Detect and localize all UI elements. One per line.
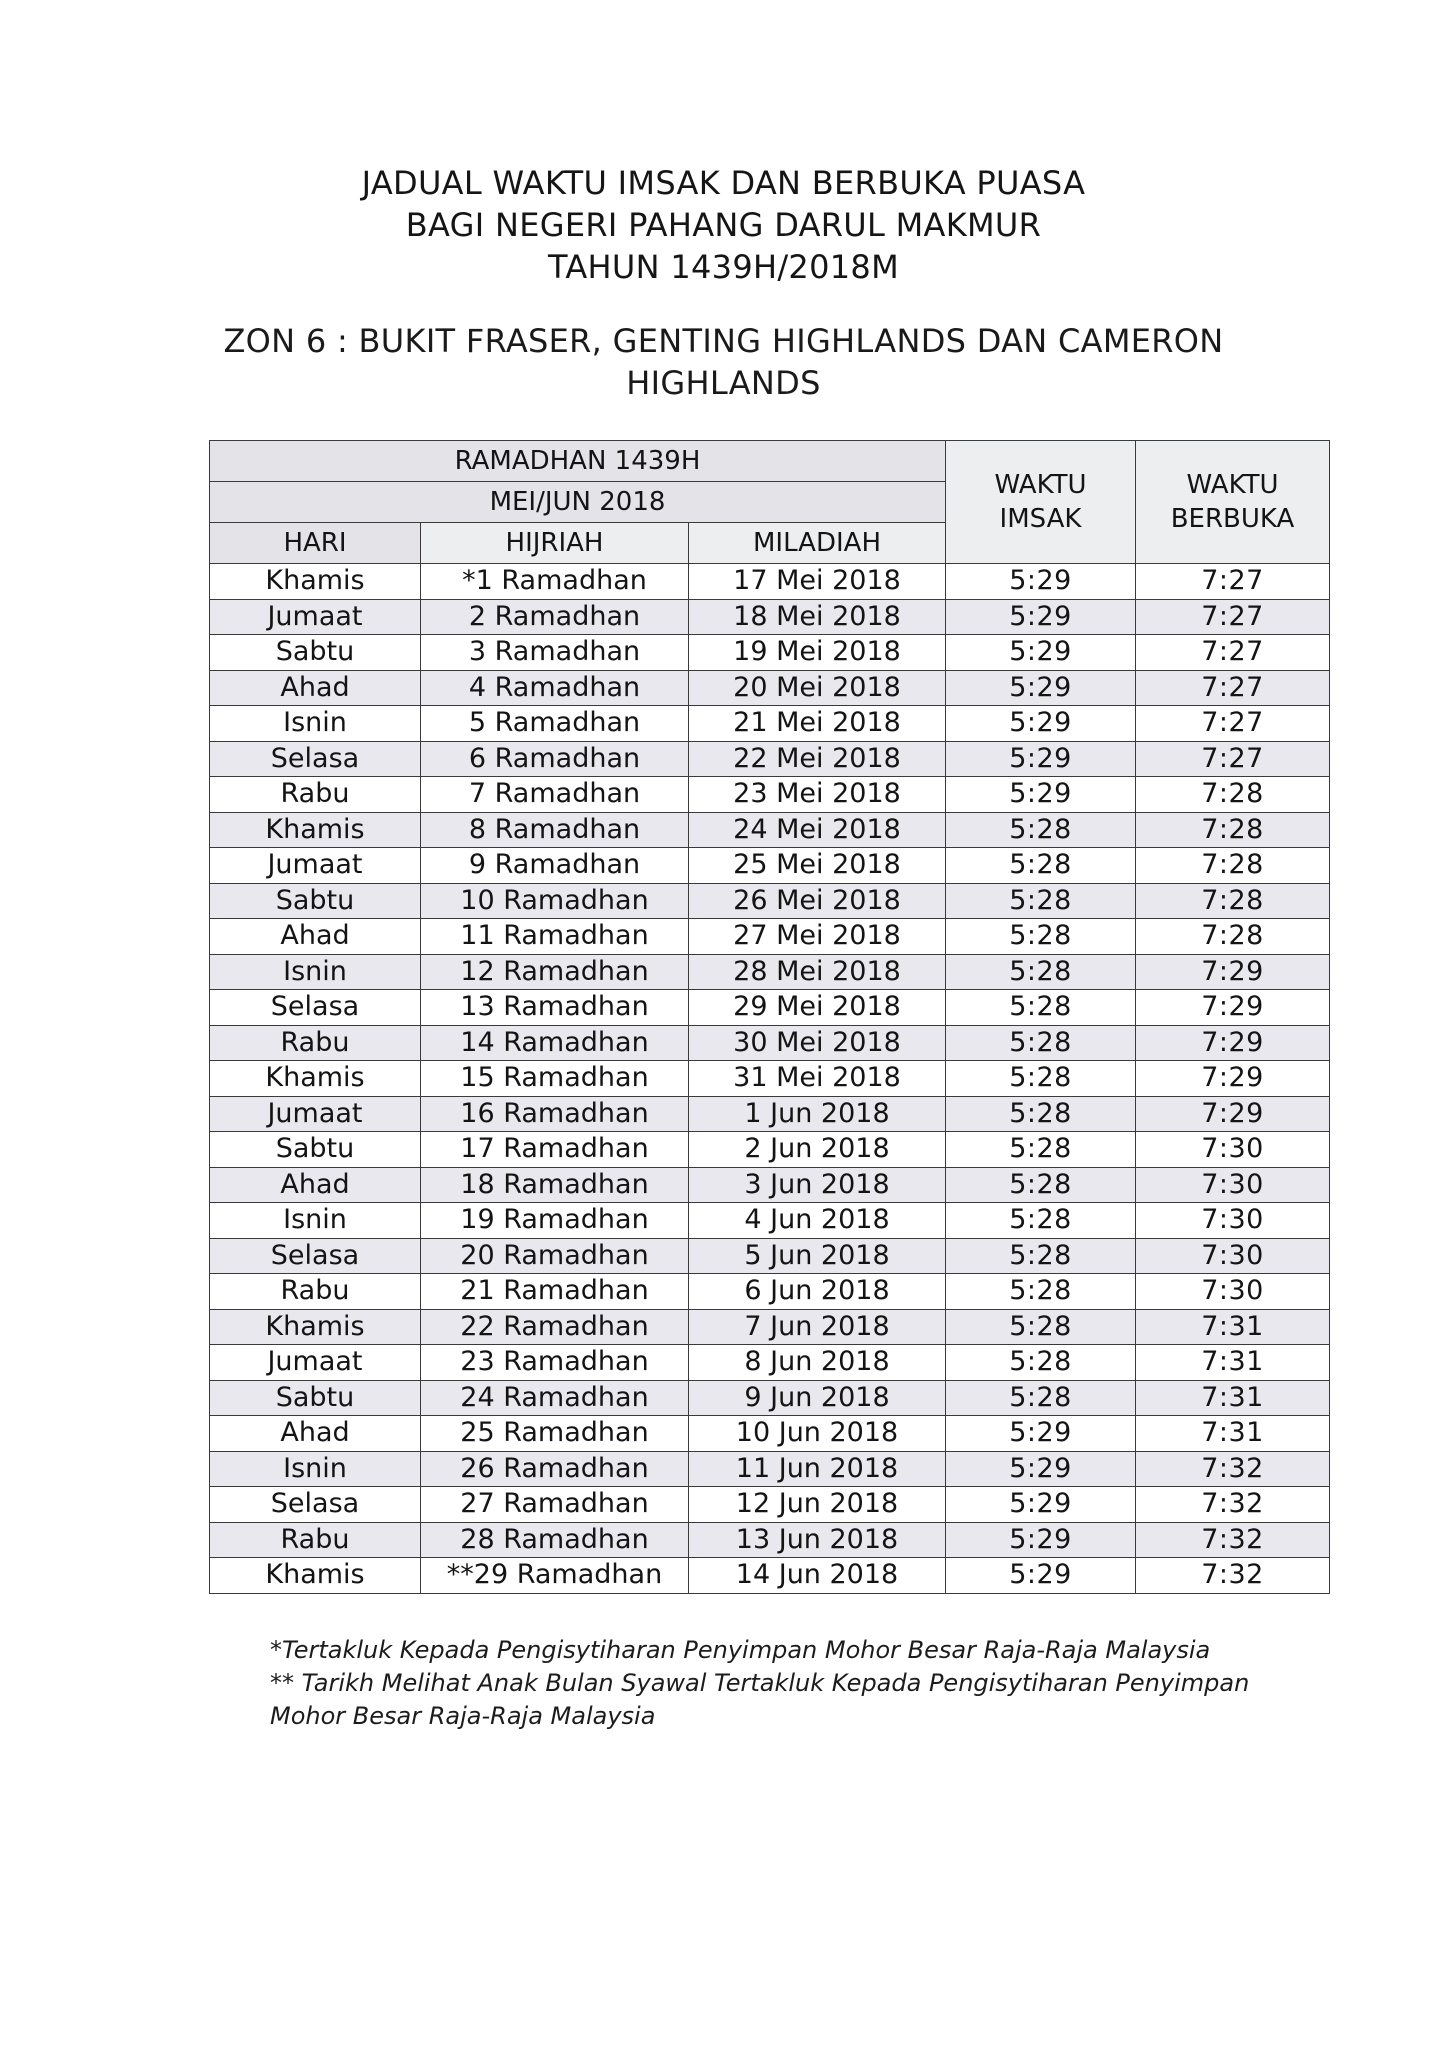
- cell-berbuka: 7:27: [1136, 706, 1330, 742]
- cell-hari: Isnin: [210, 1203, 421, 1239]
- cell-hijriah: 20 Ramadhan: [421, 1238, 689, 1274]
- cell-imsak: 5:28: [946, 1274, 1136, 1310]
- cell-imsak: 5:29: [946, 564, 1136, 600]
- cell-hari: Sabtu: [210, 1380, 421, 1416]
- cell-imsak: 5:28: [946, 1203, 1136, 1239]
- cell-berbuka: 7:30: [1136, 1132, 1330, 1168]
- table-row: [210, 564, 1330, 600]
- cell-hari: Ahad: [210, 1167, 421, 1203]
- cell-hari: Sabtu: [210, 1132, 421, 1168]
- cell-miladiah: 4 Jun 2018: [689, 1203, 946, 1239]
- cell-berbuka: 7:28: [1136, 848, 1330, 884]
- cell-miladiah: 17 Mei 2018: [689, 564, 946, 600]
- header-berbuka-line-2: BERBUKA: [1170, 504, 1295, 534]
- table-row: [210, 1167, 1330, 1203]
- cell-imsak: 5:28: [946, 1061, 1136, 1097]
- cell-berbuka: 7:29: [1136, 954, 1330, 990]
- cell-miladiah: 5 Jun 2018: [689, 1238, 946, 1274]
- cell-berbuka: 7:27: [1136, 741, 1330, 777]
- cell-imsak: 5:29: [946, 1451, 1136, 1487]
- table-row: [210, 812, 1330, 848]
- table-header: [210, 441, 1330, 564]
- cell-berbuka: 7:29: [1136, 1025, 1330, 1061]
- cell-hijriah: 22 Ramadhan: [421, 1309, 689, 1345]
- cell-hari: Isnin: [210, 954, 421, 990]
- cell-miladiah: 29 Mei 2018: [689, 990, 946, 1026]
- cell-imsak: 5:28: [946, 1309, 1136, 1345]
- header-hijriah: HIJRIAH: [421, 523, 689, 564]
- footnote-2-line-1: ** Tarikh Melihat Anak Bulan Syawal Tertakluk Kepada Pengisytiharan Penyimpan: [270, 1669, 1250, 1697]
- cell-berbuka: 7:28: [1136, 812, 1330, 848]
- cell-hijriah: 21 Ramadhan: [421, 1274, 689, 1310]
- cell-imsak: 5:28: [946, 1096, 1136, 1132]
- cell-hijriah: **29 Ramadhan: [421, 1558, 689, 1594]
- zone-line-1: ZON 6 : BUKIT FRASER, GENTING HIGHLANDS DAN CAMERON: [223, 322, 1224, 360]
- cell-berbuka: 7:32: [1136, 1451, 1330, 1487]
- cell-miladiah: 28 Mei 2018: [689, 954, 946, 990]
- cell-hari: Jumaat: [210, 1345, 421, 1381]
- cell-hari: Khamis: [210, 564, 421, 600]
- cell-imsak: 5:28: [946, 1345, 1136, 1381]
- title-line-2: BAGI NEGERI PAHANG DARUL MAKMUR: [405, 206, 1042, 244]
- table-row: [210, 1061, 1330, 1097]
- cell-miladiah: 25 Mei 2018: [689, 848, 946, 884]
- cell-miladiah: 23 Mei 2018: [689, 777, 946, 813]
- cell-miladiah: 20 Mei 2018: [689, 670, 946, 706]
- cell-berbuka: 7:32: [1136, 1522, 1330, 1558]
- cell-hijriah: 15 Ramadhan: [421, 1061, 689, 1097]
- table-row: [210, 1451, 1330, 1487]
- header-month: MEI/JUN 2018: [210, 482, 946, 523]
- table-row: [210, 1309, 1330, 1345]
- cell-imsak: 5:29: [946, 599, 1136, 635]
- table-row: [210, 1345, 1330, 1381]
- table-row: [210, 1238, 1330, 1274]
- cell-berbuka: 7:28: [1136, 919, 1330, 955]
- table-row: [210, 670, 1330, 706]
- footnote-1: *Tertakluk Kepada Pengisytiharan Penyimpan Mohor Besar Raja-Raja Malaysia: [270, 1636, 1211, 1664]
- header-ramadhan: RAMADHAN 1439H: [210, 441, 946, 482]
- cell-hijriah: 2 Ramadhan: [421, 599, 689, 635]
- cell-berbuka: 7:29: [1136, 990, 1330, 1026]
- cell-imsak: 5:28: [946, 1380, 1136, 1416]
- cell-imsak: 5:29: [946, 741, 1136, 777]
- table-row: [210, 599, 1330, 635]
- cell-berbuka: 7:30: [1136, 1203, 1330, 1239]
- cell-miladiah: 3 Jun 2018: [689, 1167, 946, 1203]
- table-row: [210, 1132, 1330, 1168]
- cell-hari: Jumaat: [210, 848, 421, 884]
- header-imsak-line-1: WAKTU: [994, 470, 1087, 500]
- cell-hijriah: 23 Ramadhan: [421, 1345, 689, 1381]
- zone-heading: [0, 320, 1447, 404]
- table-row: [210, 635, 1330, 671]
- cell-berbuka: 7:27: [1136, 599, 1330, 635]
- zone-line-2: HIGHLANDS: [626, 364, 821, 402]
- header-miladiah: MILADIAH: [689, 523, 946, 564]
- cell-hijriah: 18 Ramadhan: [421, 1167, 689, 1203]
- table-row: [210, 919, 1330, 955]
- title-line-3: TAHUN 1439H/2018M: [548, 248, 899, 286]
- cell-hari: Khamis: [210, 1309, 421, 1345]
- cell-berbuka: 7:30: [1136, 1167, 1330, 1203]
- table-row: [210, 990, 1330, 1026]
- table-row: [210, 741, 1330, 777]
- cell-hari: Ahad: [210, 670, 421, 706]
- cell-berbuka: 7:28: [1136, 777, 1330, 813]
- cell-berbuka: 7:29: [1136, 1061, 1330, 1097]
- cell-hijriah: 7 Ramadhan: [421, 777, 689, 813]
- cell-hari: Rabu: [210, 777, 421, 813]
- footnotes: [270, 1634, 1370, 1733]
- cell-berbuka: 7:28: [1136, 883, 1330, 919]
- cell-berbuka: 7:31: [1136, 1309, 1330, 1345]
- schedule-table: [209, 440, 1330, 1594]
- cell-hari: Isnin: [210, 1451, 421, 1487]
- cell-miladiah: 12 Jun 2018: [689, 1487, 946, 1523]
- cell-hari: Rabu: [210, 1025, 421, 1061]
- title-line-1: JADUAL WAKTU IMSAK DAN BERBUKA PUASA: [361, 164, 1086, 202]
- table-row: [210, 1203, 1330, 1239]
- cell-miladiah: 11 Jun 2018: [689, 1451, 946, 1487]
- cell-hari: Rabu: [210, 1274, 421, 1310]
- cell-miladiah: 13 Jun 2018: [689, 1522, 946, 1558]
- cell-berbuka: 7:32: [1136, 1487, 1330, 1523]
- cell-berbuka: 7:31: [1136, 1416, 1330, 1452]
- cell-berbuka: 7:29: [1136, 1096, 1330, 1132]
- cell-imsak: 5:28: [946, 990, 1136, 1026]
- cell-hari: Selasa: [210, 741, 421, 777]
- header-berbuka-line-1: WAKTU: [1186, 470, 1279, 500]
- cell-hijriah: 12 Ramadhan: [421, 954, 689, 990]
- cell-hari: Khamis: [210, 812, 421, 848]
- cell-imsak: 5:29: [946, 1522, 1136, 1558]
- cell-berbuka: 7:31: [1136, 1345, 1330, 1381]
- table-row: [210, 954, 1330, 990]
- document-title: [0, 162, 1447, 288]
- cell-miladiah: 27 Mei 2018: [689, 919, 946, 955]
- cell-miladiah: 31 Mei 2018: [689, 1061, 946, 1097]
- cell-miladiah: 9 Jun 2018: [689, 1380, 946, 1416]
- cell-miladiah: 14 Jun 2018: [689, 1558, 946, 1594]
- cell-hijriah: 6 Ramadhan: [421, 741, 689, 777]
- cell-hari: Khamis: [210, 1558, 421, 1594]
- cell-hijriah: 19 Ramadhan: [421, 1203, 689, 1239]
- table-row: [210, 1274, 1330, 1310]
- header-waktu-berbuka: [1136, 441, 1330, 564]
- header-waktu-imsak: [946, 441, 1136, 564]
- cell-hari: Isnin: [210, 706, 421, 742]
- cell-hijriah: 9 Ramadhan: [421, 848, 689, 884]
- cell-hari: Selasa: [210, 1238, 421, 1274]
- cell-hijriah: 5 Ramadhan: [421, 706, 689, 742]
- cell-miladiah: 8 Jun 2018: [689, 1345, 946, 1381]
- table-row: [210, 706, 1330, 742]
- cell-hijriah: 28 Ramadhan: [421, 1522, 689, 1558]
- cell-imsak: 5:29: [946, 635, 1136, 671]
- cell-imsak: 5:28: [946, 1132, 1136, 1168]
- cell-imsak: 5:28: [946, 812, 1136, 848]
- cell-miladiah: 7 Jun 2018: [689, 1309, 946, 1345]
- cell-miladiah: 24 Mei 2018: [689, 812, 946, 848]
- cell-imsak: 5:28: [946, 1167, 1136, 1203]
- cell-miladiah: 18 Mei 2018: [689, 599, 946, 635]
- cell-berbuka: 7:27: [1136, 670, 1330, 706]
- cell-imsak: 5:29: [946, 706, 1136, 742]
- cell-imsak: 5:29: [946, 1416, 1136, 1452]
- cell-hari: Khamis: [210, 1061, 421, 1097]
- cell-hijriah: 13 Ramadhan: [421, 990, 689, 1026]
- cell-imsak: 5:29: [946, 777, 1136, 813]
- cell-hijriah: 16 Ramadhan: [421, 1096, 689, 1132]
- table-row: [210, 777, 1330, 813]
- cell-miladiah: 6 Jun 2018: [689, 1274, 946, 1310]
- cell-hijriah: 4 Ramadhan: [421, 670, 689, 706]
- cell-hari: Selasa: [210, 990, 421, 1026]
- table-body: [210, 564, 1330, 1594]
- cell-berbuka: 7:30: [1136, 1238, 1330, 1274]
- cell-miladiah: 30 Mei 2018: [689, 1025, 946, 1061]
- cell-hijriah: 25 Ramadhan: [421, 1416, 689, 1452]
- table-row: [210, 848, 1330, 884]
- table-row: [210, 1416, 1330, 1452]
- header-hari: HARI: [210, 523, 421, 564]
- cell-miladiah: 1 Jun 2018: [689, 1096, 946, 1132]
- cell-hari: Selasa: [210, 1487, 421, 1523]
- cell-hijriah: 14 Ramadhan: [421, 1025, 689, 1061]
- cell-hari: Rabu: [210, 1522, 421, 1558]
- cell-hari: Sabtu: [210, 883, 421, 919]
- cell-imsak: 5:29: [946, 670, 1136, 706]
- cell-hari: Sabtu: [210, 635, 421, 671]
- cell-hari: Ahad: [210, 919, 421, 955]
- cell-imsak: 5:28: [946, 954, 1136, 990]
- footnote-2-line-2: Mohor Besar Raja-Raja Malaysia: [270, 1702, 656, 1730]
- cell-hijriah: 10 Ramadhan: [421, 883, 689, 919]
- cell-berbuka: 7:27: [1136, 635, 1330, 671]
- cell-hari: Jumaat: [210, 599, 421, 635]
- cell-miladiah: 22 Mei 2018: [689, 741, 946, 777]
- cell-hari: Ahad: [210, 1416, 421, 1452]
- cell-imsak: 5:28: [946, 919, 1136, 955]
- cell-miladiah: 2 Jun 2018: [689, 1132, 946, 1168]
- cell-imsak: 5:28: [946, 1025, 1136, 1061]
- cell-miladiah: 21 Mei 2018: [689, 706, 946, 742]
- cell-imsak: 5:28: [946, 883, 1136, 919]
- table-row: [210, 1558, 1330, 1594]
- table-row: [210, 1025, 1330, 1061]
- cell-hijriah: 3 Ramadhan: [421, 635, 689, 671]
- cell-hijriah: 17 Ramadhan: [421, 1132, 689, 1168]
- cell-imsak: 5:28: [946, 1238, 1136, 1274]
- cell-imsak: 5:29: [946, 1487, 1136, 1523]
- cell-berbuka: 7:27: [1136, 564, 1330, 600]
- cell-hijriah: 24 Ramadhan: [421, 1380, 689, 1416]
- cell-miladiah: 26 Mei 2018: [689, 883, 946, 919]
- cell-imsak: 5:29: [946, 1558, 1136, 1594]
- table-row: [210, 1522, 1330, 1558]
- table-row: [210, 1096, 1330, 1132]
- table-row: [210, 1487, 1330, 1523]
- cell-hijriah: 26 Ramadhan: [421, 1451, 689, 1487]
- cell-hijriah: 11 Ramadhan: [421, 919, 689, 955]
- table-row: [210, 883, 1330, 919]
- cell-hijriah: 27 Ramadhan: [421, 1487, 689, 1523]
- cell-berbuka: 7:31: [1136, 1380, 1330, 1416]
- cell-imsak: 5:28: [946, 848, 1136, 884]
- cell-berbuka: 7:32: [1136, 1558, 1330, 1594]
- cell-berbuka: 7:30: [1136, 1274, 1330, 1310]
- cell-miladiah: 10 Jun 2018: [689, 1416, 946, 1452]
- cell-hijriah: 8 Ramadhan: [421, 812, 689, 848]
- header-imsak-line-2: IMSAK: [999, 504, 1082, 534]
- cell-hari: Jumaat: [210, 1096, 421, 1132]
- cell-miladiah: 19 Mei 2018: [689, 635, 946, 671]
- cell-hijriah: *1 Ramadhan: [421, 564, 689, 600]
- table-row: [210, 1380, 1330, 1416]
